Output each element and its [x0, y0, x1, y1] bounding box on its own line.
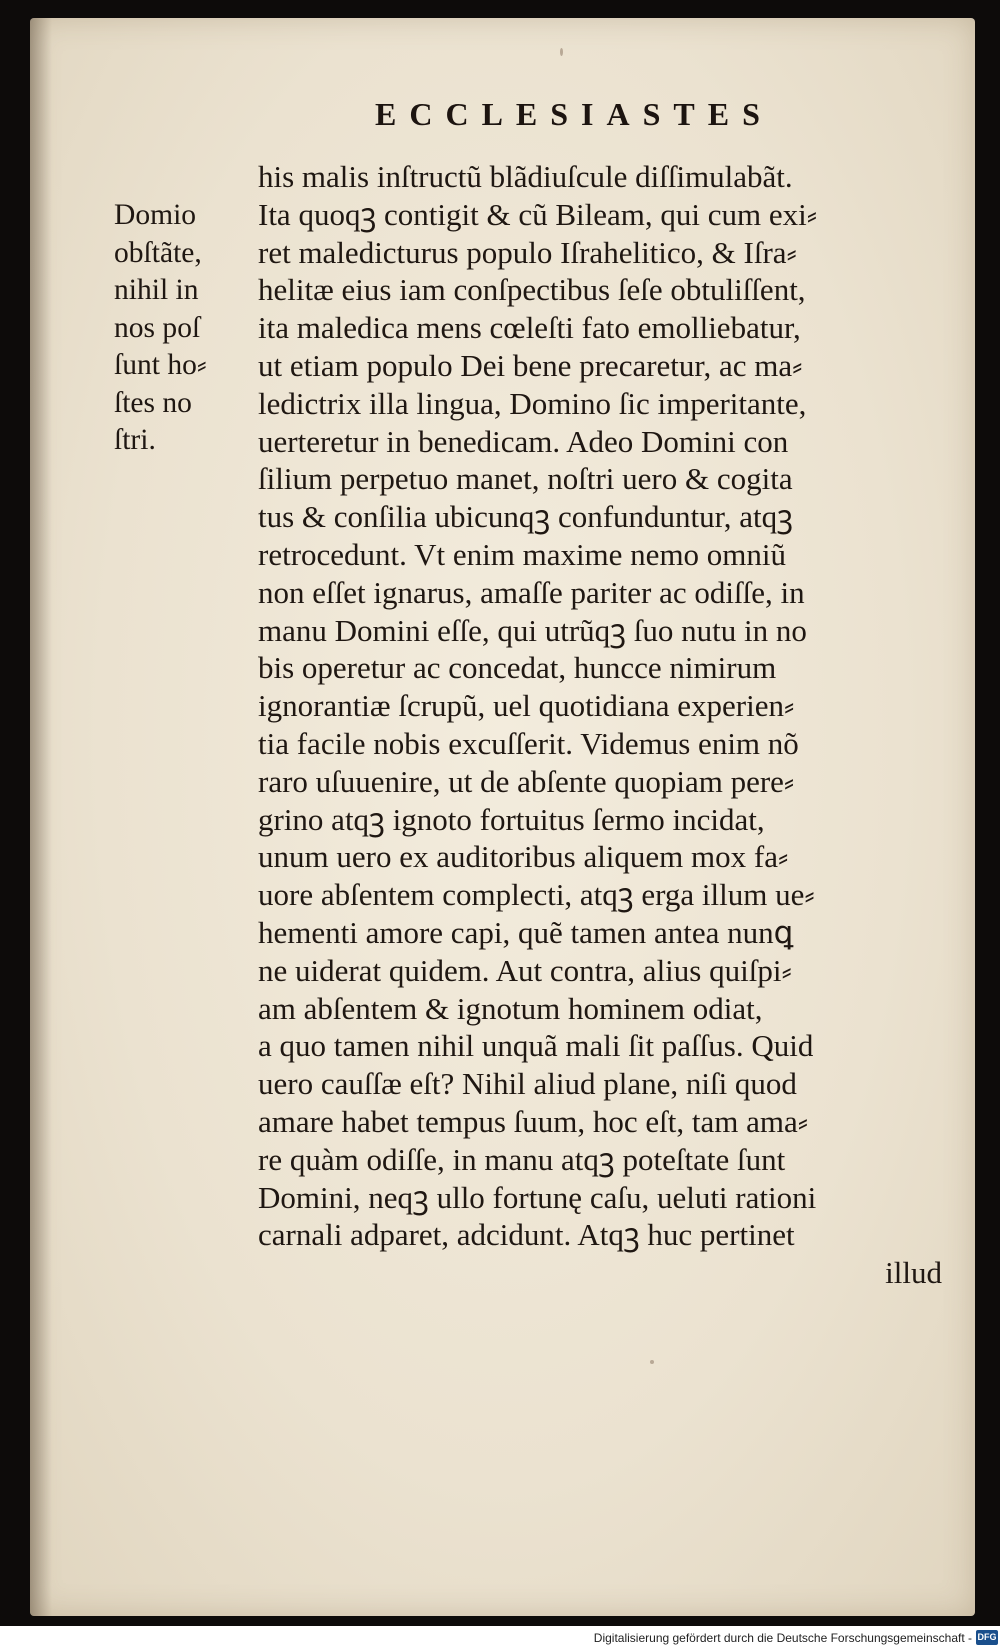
- margin-note-line: obſtãte,: [114, 235, 202, 269]
- page-gutter-shadow: [30, 18, 52, 1616]
- text-line: non eſſet ignarus, amaſſe pariter ac odiſſe, in: [258, 574, 805, 610]
- footer-credit: Digitalisierung gefördert durch die Deutsche Forschungsgemeinschaft -: [593, 1631, 972, 1645]
- dfg-logo-icon: DFG: [976, 1630, 998, 1645]
- text-line: his malis inſtructũ blãdiuſcule diſſimulabãt.: [258, 159, 793, 194]
- text-line: hementi amore capi, quẽ tamen antea nunꝗ: [258, 914, 794, 950]
- main-text-block: [258, 158, 942, 1292]
- margin-note-line: nihil in: [114, 273, 199, 306]
- paper-speck: [650, 1360, 654, 1364]
- text-line: retrocedunt. Vt enim maxime nemo omniũ: [258, 536, 787, 572]
- text-line: tia facile nobis excuſſerit. Videmus enim nõ: [258, 725, 799, 761]
- text-line: raro uſuuenire, ut de abſente quopiam pere⸗: [258, 763, 795, 799]
- text-line: ignorantiæ ſcrupũ, uel quotidiana experien⸗: [258, 688, 795, 724]
- book-page: [30, 18, 975, 1616]
- text-line: bis operetur ac concedat, huncce nimirum: [258, 650, 777, 686]
- text-line: ne uiderat quidem. Aut contra, alius quiſpi⸗: [258, 952, 792, 988]
- text-line: Ita quoqꝫ contigit & cũ Bileam, qui cum exi⸗: [258, 196, 818, 232]
- paper-speck: [560, 48, 563, 56]
- catchword: illud: [885, 1255, 942, 1291]
- margin-note-line: ſtri.: [114, 423, 156, 456]
- margin-note-line: nos poſ: [114, 310, 201, 344]
- text-line: uerteretur in benedicam. Adeo Domini con: [258, 423, 789, 459]
- text-line: ut etiam populo Dei bene precaretur, ac ma⸗: [258, 347, 803, 383]
- margin-note-line: Domio: [114, 198, 197, 231]
- text-line: re quàm odiſſe, in manu atqꝫ poteſtate ſunt: [258, 1141, 786, 1177]
- text-line: tus & conſilia ubicunqꝫ confunduntur, atqꝫ: [258, 499, 793, 535]
- margin-note-line: ſunt ho⸗: [114, 348, 207, 381]
- text-line: am abſentem & ignotum hominem odiat,: [258, 990, 763, 1026]
- margin-note: [114, 196, 244, 459]
- text-line: unum uero ex auditoribus aliquem mox fa⸗: [258, 839, 789, 875]
- text-line: ſilium perpetuo manet, noſtri uero & cogita: [258, 461, 793, 497]
- text-line: a quo tamen nihil unquã mali ſit paſſus. Quid: [258, 1028, 814, 1064]
- text-line: carnali adparet, adcidunt. Atqꝫ huc pertinet: [258, 1217, 795, 1253]
- text-line: ret maledicturus populo Iſrahelitico, & Iſra⸗: [258, 234, 797, 270]
- text-line: manu Domini eſſe, qui utrũqꝫ ſuo nutu in no: [258, 612, 807, 648]
- text-line: uero cauſſæ eſt? Nihil aliud plane, niſi quod: [258, 1066, 797, 1102]
- digitization-footer: [0, 1626, 1000, 1652]
- running-head: ECCLESIASTES: [375, 96, 773, 132]
- text-line: grino atqꝫ ignoto fortuitus ſermo incidat,: [258, 801, 765, 837]
- text-line: helitæ eius iam conſpectibus ſeſe obtuliſſent,: [258, 272, 806, 308]
- margin-note-line: ſtes no: [114, 385, 192, 419]
- text-line: amare habet tempus ſuum, hoc eſt, tam ama⸗: [258, 1103, 809, 1139]
- text-line: ita maledica mens cœleſti fato emolliebatur,: [258, 310, 801, 346]
- text-line: uore abſentem complecti, atqꝫ erga illum ue⸗: [258, 877, 815, 913]
- text-line: ledictrix illa lingua, Domino ſic imperitante,: [258, 385, 807, 421]
- text-line: Domini, neqꝫ ullo fortunę caſu, ueluti rationi: [258, 1179, 817, 1215]
